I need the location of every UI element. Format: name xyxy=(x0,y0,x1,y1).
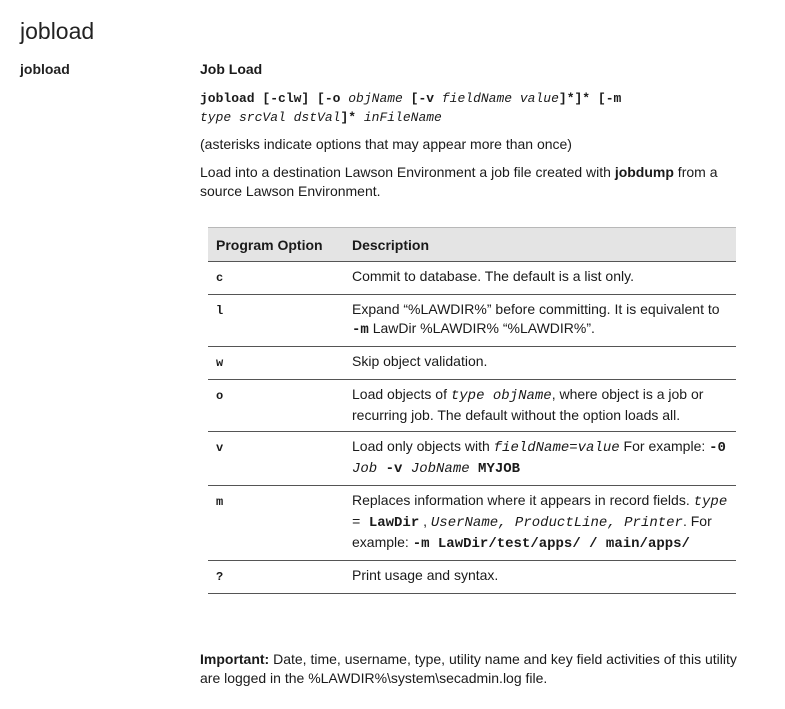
table-row xyxy=(208,262,736,295)
option-cell: l xyxy=(208,295,344,347)
desc-code: fieldName=value xyxy=(493,440,620,456)
syntax-type: type srcVal dstVal xyxy=(200,110,341,125)
syntax-mid: [-v xyxy=(402,91,442,106)
desc-cmd: jobdump xyxy=(614,164,674,180)
desc-text: Replaces information where it appears in record fields. xyxy=(352,492,694,508)
description-cell xyxy=(344,380,736,432)
desc-text: Load objects of xyxy=(352,386,451,402)
page-title: jobload xyxy=(20,18,95,44)
description-cell xyxy=(344,432,736,486)
desc-code: = xyxy=(352,515,369,531)
desc-code: Job xyxy=(352,461,386,477)
desc-text: For example: xyxy=(619,438,710,454)
syntax-fieldname: fieldName value xyxy=(441,91,559,106)
table-row xyxy=(208,561,736,594)
description-cell: Print usage and syntax. xyxy=(344,561,736,594)
desc-code: -m LawDir/test/apps/ / main/apps/ xyxy=(412,536,690,552)
option-cell: w xyxy=(208,347,344,380)
desc-before: Load into a destination Lawson Environment a job file created with xyxy=(200,164,615,180)
option-cell: c xyxy=(208,262,344,295)
command-syntax xyxy=(200,89,745,127)
table-row xyxy=(208,347,736,380)
desc-code: -v xyxy=(385,461,403,477)
syntax-infile: inFileName xyxy=(363,110,442,125)
desc-code: -0 xyxy=(709,440,726,456)
desc-code: LawDir xyxy=(368,515,420,531)
desc-text: , xyxy=(419,513,431,529)
syntax-objname: objName xyxy=(348,91,403,106)
option-cell: m xyxy=(208,486,344,561)
desc-code: MYJOB xyxy=(478,461,521,477)
desc-code: JobName xyxy=(402,461,479,477)
description-cell xyxy=(344,486,736,561)
desc-text: . For example: xyxy=(352,513,712,550)
description-cell: Commit to database. The default is a list only. xyxy=(344,262,736,295)
desc-text: Expand “%LAWDIR%” before committing. It is equivalent to xyxy=(352,301,720,317)
content-area xyxy=(200,61,745,594)
section-title: Job Load xyxy=(200,61,263,77)
desc-code: UserName, ProductLine, Printer xyxy=(430,515,683,531)
desc-text: LawDir %LAWDIR% “%LAWDIR%”. xyxy=(368,320,595,336)
syntax-end: ]*]* [-m xyxy=(558,91,622,106)
header-description: Description xyxy=(344,228,736,262)
syntax-mid2: ]* xyxy=(340,110,364,125)
desc-code: type xyxy=(693,494,728,510)
asterisk-note: (asterisks indicate options that may appear more than once) xyxy=(200,136,572,152)
table-row xyxy=(208,432,736,486)
desc-text: , where object is a job or recurring job. The default without the option loads all. xyxy=(352,386,704,423)
options-table xyxy=(208,227,736,594)
syntax-cmd: jobload [-clw] [-o xyxy=(200,91,349,106)
option-cell: o xyxy=(208,380,344,432)
table-header-row xyxy=(208,228,736,262)
table-row xyxy=(208,380,736,432)
important-label: Important: xyxy=(200,651,270,667)
side-label: jobload xyxy=(20,61,70,77)
header-program-option: Program Option xyxy=(208,228,344,262)
option-cell: v xyxy=(208,432,344,486)
table-row xyxy=(208,486,736,561)
important-text: Date, time, username, type, utility name and key field activities of this utility are logged in the %LAWDIR%\system\secadmin.log file. xyxy=(200,651,737,686)
description-cell: Skip object validation. xyxy=(344,347,736,380)
desc-after: from a source Lawson Environment. xyxy=(200,164,718,199)
description-cell xyxy=(344,295,736,347)
description-paragraph xyxy=(200,163,745,201)
desc-code: type objName xyxy=(450,388,552,404)
important-note xyxy=(200,650,745,688)
desc-code: -m xyxy=(352,322,369,338)
table-row xyxy=(208,295,736,347)
desc-text: Load only objects with xyxy=(352,438,494,454)
option-cell: ? xyxy=(208,561,344,594)
